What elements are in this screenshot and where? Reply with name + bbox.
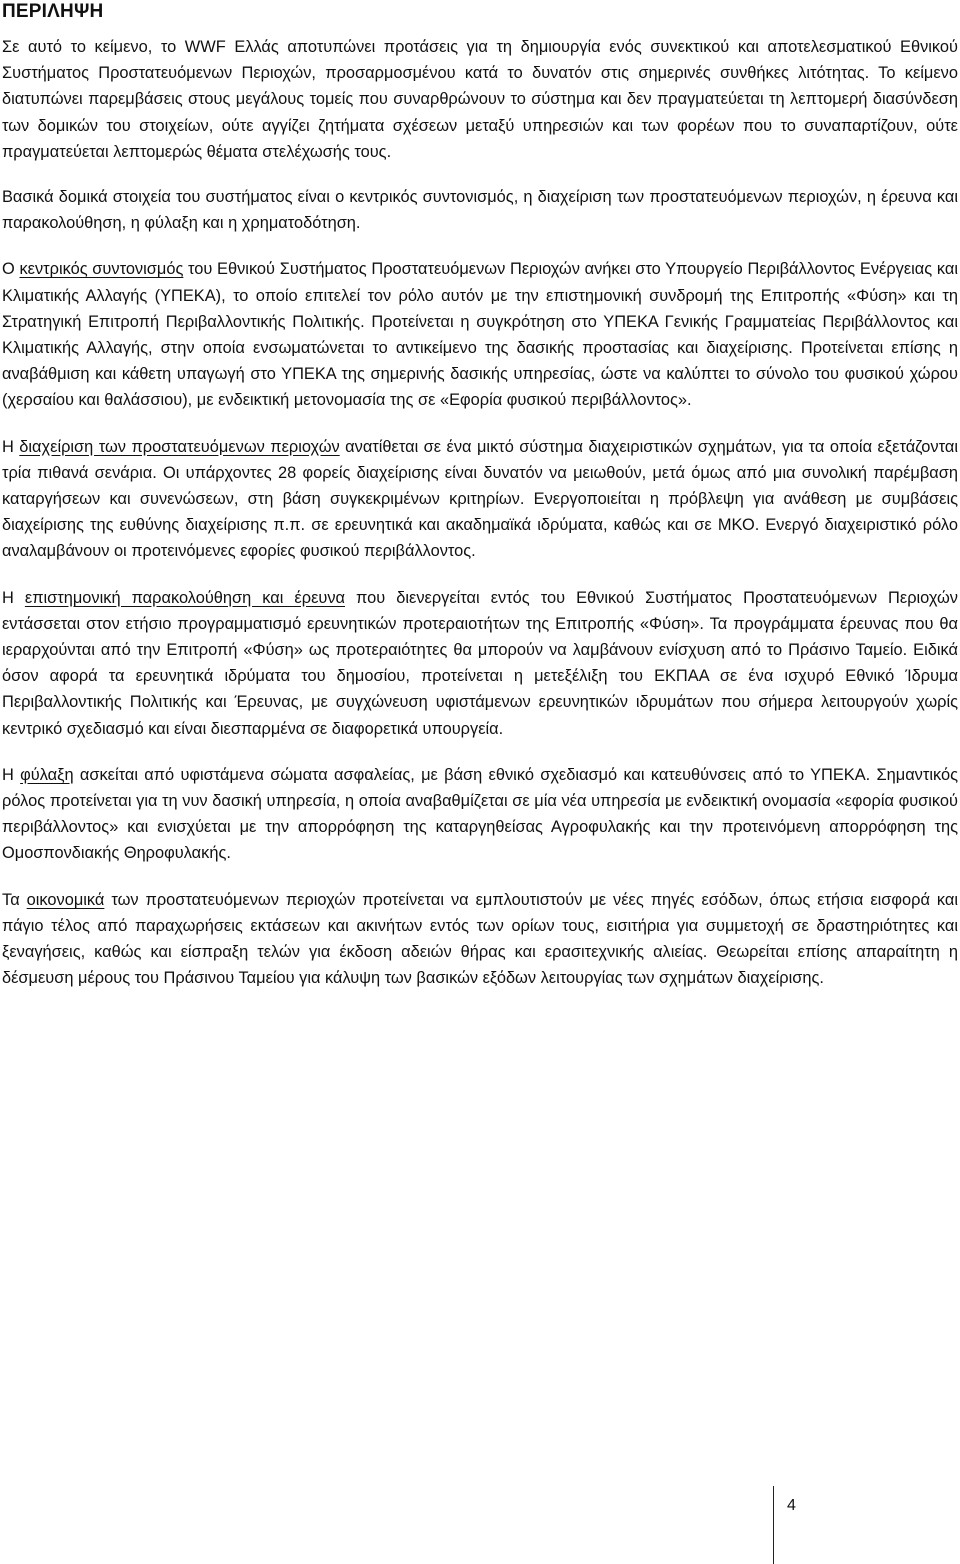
paragraph-text: ασκείται από υφιστάμενα σώματα ασφαλείας, με βάση εθνικό σχεδιασμό και κατευθύνσεις από το ΥΠΕΚΑ. Σημαντικός ρόλος προτείνεται για τη νυν δασική υπηρεσία, η οποία αναβαθμίζεται σε μία νέα υπηρεσία με ενδεικτική ονομασία «εφορία φυσικού περιβάλλοντος» και ενισχύεται με την απορρόφηση της καταργηθείσας Αγροφυλακής και την προτεινόμενη απορρόφηση της Ομοσπονδιακής Θηροφυλακής. xyxy=(2,765,958,863)
page-number: 4 xyxy=(787,1497,796,1514)
summary-heading: ΠΕΡΙΛΗΨΗ xyxy=(2,1,104,22)
summary-body xyxy=(2,34,958,1012)
underlined-term-central-coordination: κεντρικός συντονισμός xyxy=(19,260,184,279)
paragraph-lead: Η xyxy=(2,588,25,607)
paragraph-lead: Ο xyxy=(2,260,20,279)
paragraph-text: ανατίθεται σε ένα μικτό σύστημα διαχειριστικών σχημάτων, για τα οποία εξετάζονται τρία πιθανά σενάρια. Οι υπάρχοντες 28 φορείς διαχείρισης είναι δυνατόν να μειωθούν, μετά όμως από μια συνολική παρέμβαση καταργήσεων και συνενώσεων, στη βάση συγκεκριμένων κριτηρίων. Ενεργοποιείται η πρόβλεψη για ανάθεση με συμβάσεις διαχείρισης της ευθύνης διαχείρισης π.π. σε ερευνητικά και ακαδημαϊκά ιδρύματα, καθώς και σε ΜΚΟ. Ενεργό διαχειριστικό ρόλο αναλαμβάνουν οι προτεινόμενες εφορίες φυσικού περιβάλλοντος. xyxy=(2,437,958,561)
paragraph-lead: Τα xyxy=(2,890,27,909)
underlined-term-guarding: φύλαξη xyxy=(20,765,74,784)
research-monitoring-paragraph xyxy=(2,585,958,742)
paragraph-text: των προστατευόμενων περιοχών προτείνεται να εμπλουτιστούν με νέες πηγές εσόδων, όπως ετήσια εισφορά και πάγιο τέλος από παραχωρήσεις εκτάσεων και ακινήτων εντός των ορίων τους, εισιτήρια για συμμετοχή σε δραστηριότητες και ξεναγήσεις, καθώς και είσπραξη τελών για έκδοση αδειών θήρας και ερασιτεχνικής αλιείας. Θεωρείται επίσης απαραίτητη η δέσμευση μέρους του Πράσινου Ταμείου για κάλυψη των βασικών εξόδων λειτουργίας των σχημάτων διαχείρισης. xyxy=(2,890,958,988)
paragraph-text: που διενεργείται εντός του Εθνικού Συστήματος Προστατευόμενων Περιοχών εντάσσεται στον ετήσιο προγραμματισμό ερευνητικών προτεραιοτήτων της Επιτροπής «Φύση». Τα προγράμματα έρευνας που θα ιεραρχούνται από την Επιτροπή «Φύση» ως προτεραιότητες θα μπορούν να λαμβάνουν ενίσχυση από το Πράσινο Ταμείο. Ειδικά όσον αφορά τα ερευνητικά ιδρύματα του δημοσίου, προτείνεται η μετεξέλιξη του ΕΚΠΑΑ σε ένα ισχυρό Εθνικό Ίδρυμα Περιβαλλοντικής Πολιτικής και Έρευνας, με συγχώνευση υφιστάμενων ερευνητικών ιδρυμάτων που σήμερα λειτουργούν χωρίς κεντρικό σχεδιασμό και είναι διεσπαρμένα σε διαφορετικά υπουργεία. xyxy=(2,588,958,738)
paragraph-lead: Η xyxy=(2,765,21,784)
page-footer xyxy=(773,1486,813,1564)
underlined-term-finances: οικονομικά xyxy=(26,890,105,909)
protected-areas-management-paragraph xyxy=(2,434,958,565)
central-coordination-paragraph xyxy=(2,256,958,413)
page-number-divider xyxy=(773,1486,774,1564)
guarding-paragraph xyxy=(2,762,958,867)
paragraph-lead: Η xyxy=(2,437,20,456)
intro-paragraph: Σε αυτό το κείμενο, το WWF Ελλάς αποτυπώνει προτάσεις για τη δημιουργία ενός συνεκτικού και αποτελεσματικού Εθνικού Συστήματος Προστατευόμενων Περιοχών, προσαρμοσμένου κατά το δυνατόν στις σημερινές συνθήκες λιτότητας. Το κείμενο διατυπώνει παρεμβάσεις στους μεγάλους τομείς που συναρθρώνουν το σύστημα και δεν πραγματεύεται τη λεπτομερή διασύνδεση των δομικών του στοιχείων, ούτε αγγίζει ζητήματα σχέσεων μεταξύ υπηρεσιών και των φορέων που το συναπαρτίζουν, ούτε πραγματεύεται λεπτομερώς θέματα στελέχωσής τους. xyxy=(2,38,958,161)
underlined-term-research: επιστημονική παρακολούθηση και έρευνα xyxy=(24,588,346,607)
paragraph-text: του Εθνικού Συστήματος Προστατευόμενων Περιοχών ανήκει στο Υπουργείο Περιβάλλοντος Ενέργειας και Κλιματικής Αλλαγής (ΥΠΕΚΑ), το οποίο επιτελεί τον ρόλο αυτόν με την επιστημονική συνδρομή της Επιτροπής «Φύση» και τη Στρατηγική Επιτροπή Περιβαλλοντικής Πολιτικής. Προτείνεται η συγκρότηση στο ΥΠΕΚΑ Γενικής Γραμματείας Περιβάλλοντος και Κλιματικής Αλλαγής, στην οποία ενσωματώνεται το αντικείμενο της δασικής προστασίας και διαχείρισης. Προτείνεται επίσης η αναβάθμιση και κάθετη υπαγωγή στο ΥΠΕΚΑ της σημερινής δασικής υπηρεσίας, ώστε να καλύπτει το σύνολο του φυσικού χώρου (χερσαίου και θαλάσσιου), με ενδεικτική μετονομασία της σε «Εφορία φυσικού περιβάλλοντος». xyxy=(2,260,958,410)
structural-elements-paragraph: Βασικά δομικά στοιχεία του συστήματος είναι ο κεντρικός συντονισμός, η διαχείριση των προστατευόμενων περιοχών, η έρευνα και παρακολούθηση, η φύλαξη και η χρηματοδότηση. xyxy=(2,188,958,233)
financing-paragraph xyxy=(2,887,958,992)
underlined-term-management: διαχείριση των προστατευόμενων περιοχών xyxy=(19,437,340,456)
